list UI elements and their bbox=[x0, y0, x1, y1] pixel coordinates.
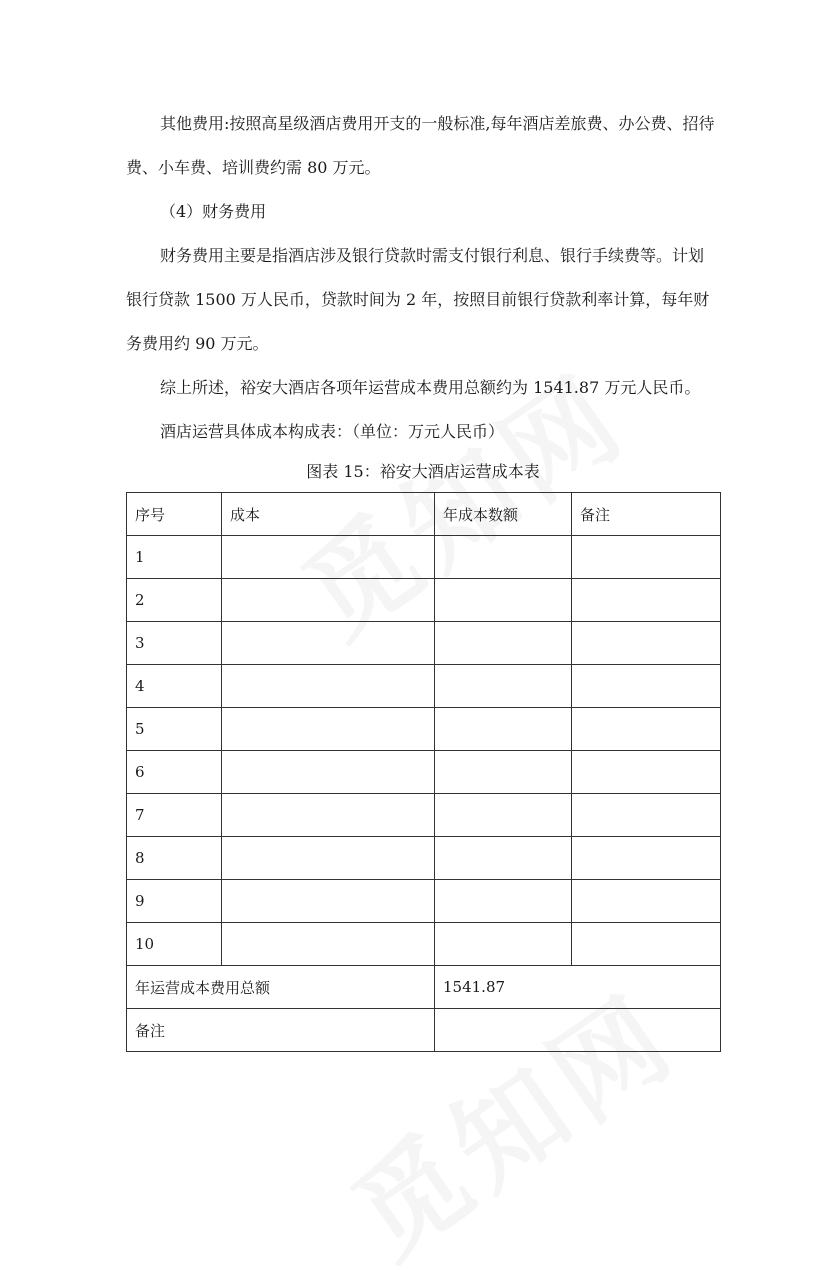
section-heading-finance: （4）财务费用 bbox=[160, 202, 267, 221]
row-note bbox=[572, 708, 721, 751]
row-cost bbox=[222, 579, 435, 622]
row-cost bbox=[222, 837, 435, 880]
paragraph-table-intro: 酒店运营具体成本构成表：（单位：万元人民币） bbox=[160, 422, 505, 441]
row-cost bbox=[222, 880, 435, 923]
header-note: 备注 bbox=[572, 493, 721, 536]
table-row bbox=[127, 837, 721, 880]
row-annual-amount bbox=[435, 622, 572, 665]
total-label: 年运营成本费用总额 bbox=[127, 966, 435, 1009]
row-seq: 7 bbox=[127, 794, 222, 837]
paragraph-finance-body: 财务费用主要是指酒店涉及银行贷款时需支付银行利息、银行手续费等。计划银行贷款 1500 万人民币，贷款时间为 2 年，按照目前银行贷款利率计算，每年财务费用约 90 万元。 bbox=[126, 246, 710, 353]
row-note bbox=[572, 923, 721, 966]
row-cost bbox=[222, 794, 435, 837]
row-seq: 8 bbox=[127, 837, 222, 880]
row-cost bbox=[222, 751, 435, 794]
table-row bbox=[127, 708, 721, 751]
row-seq: 4 bbox=[127, 665, 222, 708]
remark-label: 备注 bbox=[127, 1009, 435, 1052]
row-seq: 2 bbox=[127, 579, 222, 622]
row-annual-amount bbox=[435, 923, 572, 966]
table-row bbox=[127, 665, 721, 708]
row-annual-amount bbox=[435, 708, 572, 751]
table-row bbox=[127, 579, 721, 622]
row-annual-amount bbox=[435, 536, 572, 579]
table-row bbox=[127, 622, 721, 665]
remark-value bbox=[435, 1009, 721, 1052]
paragraph-summary: 综上所述，裕安大酒店各项年运营成本费用总额约为 1541.87 万元人民币。 bbox=[160, 378, 701, 397]
row-note bbox=[572, 751, 721, 794]
table-remark-row bbox=[127, 1009, 721, 1052]
table-row bbox=[127, 923, 721, 966]
row-note bbox=[572, 536, 721, 579]
table-row bbox=[127, 751, 721, 794]
header-seq: 序号 bbox=[127, 493, 222, 536]
row-seq: 6 bbox=[127, 751, 222, 794]
row-note bbox=[572, 837, 721, 880]
header-cost: 成本 bbox=[222, 493, 435, 536]
row-seq: 10 bbox=[127, 923, 222, 966]
row-seq: 5 bbox=[127, 708, 222, 751]
table-caption: 图表 15：裕安大酒店运营成本表 bbox=[306, 462, 540, 481]
row-note bbox=[572, 880, 721, 923]
table-total-row bbox=[127, 966, 721, 1009]
row-note bbox=[572, 665, 721, 708]
row-annual-amount bbox=[435, 751, 572, 794]
table-row bbox=[127, 794, 721, 837]
table-header-row bbox=[127, 493, 721, 536]
row-cost bbox=[222, 708, 435, 751]
row-seq: 9 bbox=[127, 880, 222, 923]
row-note bbox=[572, 794, 721, 837]
row-cost bbox=[222, 536, 435, 579]
row-cost bbox=[222, 622, 435, 665]
row-seq: 3 bbox=[127, 622, 222, 665]
paragraph-other-fees: 其他费用:按照高星级酒店费用开支的一般标准,每年酒店差旅费、办公费、招待费、小车费、培训费约需 80 万元。 bbox=[126, 114, 715, 177]
row-annual-amount bbox=[435, 794, 572, 837]
row-cost bbox=[222, 923, 435, 966]
table-row bbox=[127, 880, 721, 923]
cost-table bbox=[126, 492, 721, 1052]
table-row bbox=[127, 536, 721, 579]
row-annual-amount bbox=[435, 837, 572, 880]
row-cost bbox=[222, 665, 435, 708]
header-annual-amount: 年成本数额 bbox=[435, 493, 572, 536]
row-annual-amount bbox=[435, 665, 572, 708]
row-seq: 1 bbox=[127, 536, 222, 579]
row-annual-amount bbox=[435, 880, 572, 923]
row-annual-amount bbox=[435, 579, 572, 622]
row-note bbox=[572, 579, 721, 622]
row-note bbox=[572, 622, 721, 665]
total-value: 1541.87 bbox=[435, 966, 721, 1009]
